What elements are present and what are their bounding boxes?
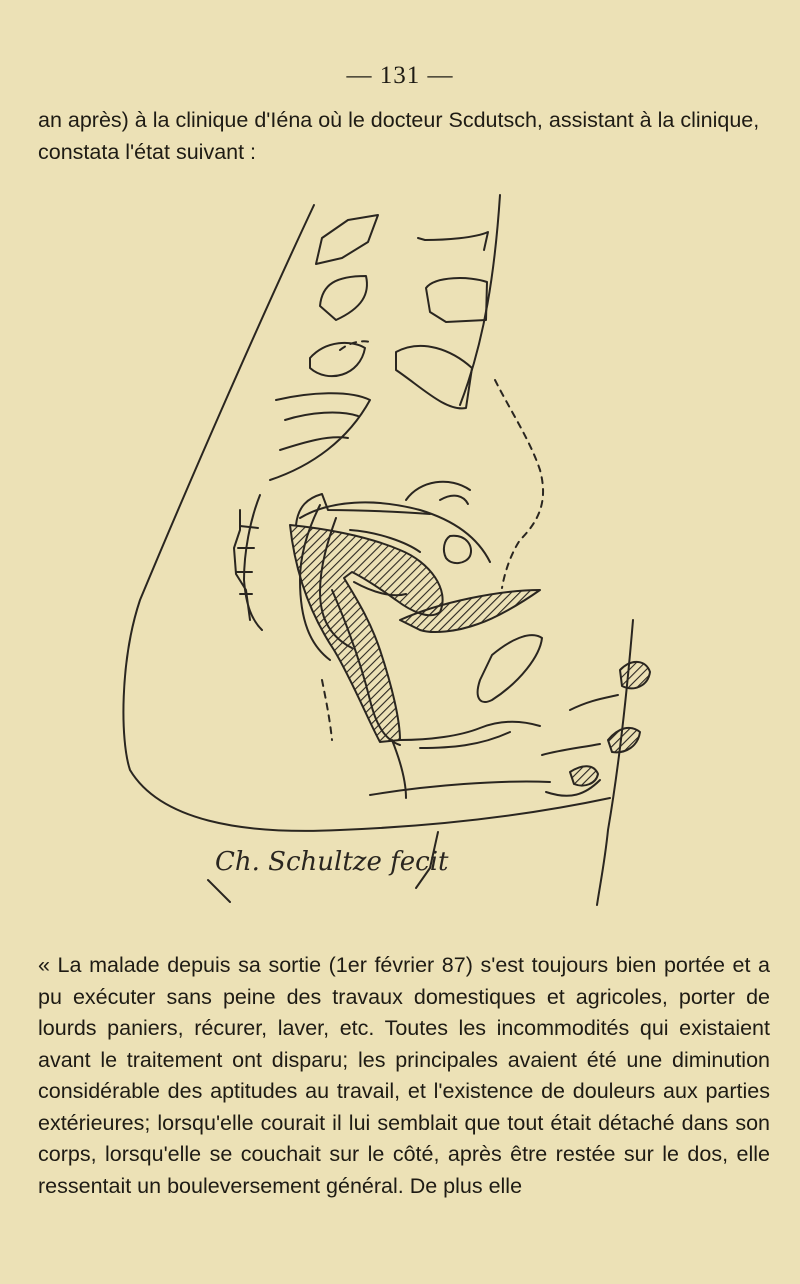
vertebra <box>418 232 488 250</box>
vertebra <box>396 346 472 409</box>
labium-detail <box>570 766 598 785</box>
handwritten-caption: Ch. Schultze fecit <box>215 847 449 877</box>
ovary <box>444 536 471 563</box>
labium-detail <box>620 662 650 688</box>
peritoneal-dashes <box>495 380 543 588</box>
uterus <box>290 525 443 742</box>
vertebra <box>426 278 487 322</box>
labium-detail <box>608 728 640 752</box>
fold <box>406 482 470 504</box>
sacrum <box>270 393 370 480</box>
inguinal-line <box>370 782 550 795</box>
vertebra <box>310 343 365 376</box>
labium <box>542 695 618 755</box>
front-line <box>597 620 633 905</box>
anatomical-figure <box>100 180 700 920</box>
page-number: — 131 — <box>346 62 454 89</box>
symphysis <box>478 635 542 702</box>
coccyx-segment <box>236 526 258 594</box>
pointer-line <box>208 880 230 902</box>
back-line <box>460 195 500 405</box>
intro-text: an après) à la clinique d'Iéna où le docteur Scdutsch, assistant à la clinique, constata l'état suivant : <box>38 108 760 164</box>
vertebra <box>316 215 378 264</box>
pubic-arc <box>400 722 540 748</box>
body-paragraph: « La malade depuis sa sortie (1er février 87) s'est toujours bien portée et a pu exécuter sans peine des travaux domestiques et agricoles, porter de lourds paniers, récurer, laver, etc. Toutes les incommodités qui existaient avant le traitement ont disparu; les principales avaient été une diminution considérable des aptitudes au travail, et l'existence de douleurs aux parties extérieures; lorsqu'elle courait il lui semblait que tout était détaché dans son corps, lorsqu'elle se couchait sur le côté, après être restée sur le dos, elle ressentait un bouleversement général. De plus elle <box>38 953 770 1198</box>
coccyx <box>234 495 262 630</box>
vertebra <box>320 276 367 320</box>
